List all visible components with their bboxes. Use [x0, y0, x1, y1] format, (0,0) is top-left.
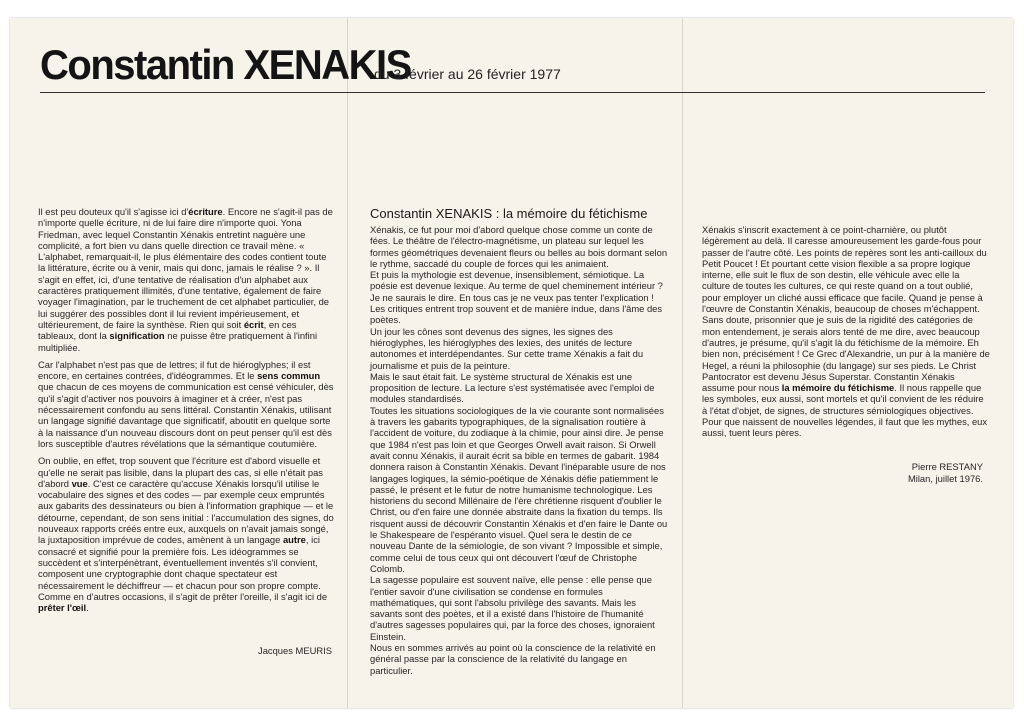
- paragraph: Car l'alphabet n'est pas que de lettres; il fut de hiéroglyphes; il est encore, en certaines contrées, d'idéogrammes. Et le sens commun que chacun de ces moyens de communication est censé véhiculer, dès qu'il s'agit d'activer nos pouvoirs à imaginer et à créer, n'est pas nécessairement confondu au sens littéral. Constantin Xénakis, utilisant un langage signifié davantage que significatif, aboutit en quelque sorte à la naissance d'un nouveau discours dont on peut penser qu'il est dès lors susceptible d'autres révélations que la sémantique coutumière.: [38, 358, 334, 449]
- paragraph: Mais le saut était fait. Le système structural de Xénakis est une proposition de lecture. La lecture s'est systématisée avec l'emploi de modules standardisés.: [370, 370, 655, 405]
- signature-meuris: Jacques MEURIS: [258, 645, 332, 656]
- paragraph: Nous en sommes arrivés au point où la conscience de la relativité en général passe par la conscience de la relativité du langage en particulier.: [370, 641, 656, 676]
- article-title: Constantin XENAKIS : la mémoire du fétichisme: [370, 206, 648, 221]
- paragraph: Il est peu douteux qu'il s'agisse ici d'écriture. Encore ne s'agit-il pas de n'importe quelle écriture, ni de lui faire dire n'importe quoi. Yona Friedman, avec lequel Constantin Xénakis entretint naguère une complicité, a fort bien vu dans quelle direction ce travail mène. « L'alphabet, remarquait-il, le plus élémentaire des codes contient toute la littérature, écrite ou à venir, mais qui donc, jamais le réalise ? ». Il s'agit en effet, ici, d'une tentative de réalisation d'un alphabet aux caractères pratiquement illimités, d'une tentative, également de faire voyager l'imagination, par le truchement de cet alphabet particulier, de lui suggérer des possibles dont il lui revient impérieusement, et ultérieurement, de faire la synthèse. Rien qui soit écrit, en ces tableaux, dont la signification ne puisse être pratiquement à l'infini multipliée.: [38, 206, 333, 353]
- signature-name: Pierre RESTANY: [911, 461, 983, 472]
- text-column-meuris: [38, 206, 334, 619]
- paragraph: Un jour les cônes sont devenus des signes, les signes des hiéroglyphes, les hiéroglyphes des lexies, des unités de lecture autonomes et interdépendantes. Sur cette trame Xénakis a fait du journalisme et puis de la peinture.: [370, 325, 644, 371]
- signature-place-date: Milan, juillet 1976.: [907, 473, 983, 484]
- exhibition-dates: du 3 février au 26 février 1977: [374, 66, 561, 82]
- fold-line: [347, 18, 348, 708]
- paragraph: Xénakis, ce fut pour moi d'abord quelque chose comme un conte de fées. Le théâtre de l'électro-magnétisme, un plateau sur lequel les formes géométriques devenaient fleurs ou belles au bois dormant selon le rythme, saccadé du couple de forces qui les animaient.: [370, 224, 668, 269]
- catalog-sheet: [10, 18, 1013, 708]
- paragraph: Et puis la mythologie est devenue, insensiblement, sémiotique. La poésie est devenue lexique. Au terme de quel cheminement intérieur ? Je ne saurais le dire. En tous cas je ne veux pas tenter l'explication ! Les critiques entrent trop souvent et de manière indue, dans l'âme des poètes.: [370, 269, 663, 326]
- page-title: Constantin XENAKIS: [40, 42, 411, 89]
- paragraph: La sagesse populaire est souvent naïve, elle pense : elle pense que l'entier savoir d'une civilisation se condense en formules mathématiques, qui sont l'absolu privilège des savants. Mais les savants sont des poètes, et il a existé dans l'histoire de l'humanité d'autres sagesses populaires qui, par la force des choses, ignoraient Einstein.: [370, 574, 655, 642]
- signature-restany: [908, 461, 983, 485]
- paragraph: On oublie, en effet, trop souvent que l'écriture est d'abord visuelle et qu'elle ne serait pas lisible, dans la plupart des cas, si elle n'était pas d'abord vue. C'est ce caractère qu'accuse Xénakis lorsqu'il utilise le vocabulaire des signes et des codes — par exemple ceux empruntés aux gabarits des dessinateurs ou bien à l'information graphique — et le détourne, cependant, de son sens initial : l'accumulation des signes, do nouveaux rapports créés entre eux, auxquels on n'avait jamais songé, la juxtaposition imprévue de codes, amènent à un langage autre, ici consacré et signifié pour la première fois. Les idéogrammes se succèdent et s'interpénètrant, éventuellement inventés s'il convient, composent une cryptographie dont chaque spectateur est nécessairement le déchiffreur — et chacun pour son propre compte. Comme en d'autres occasions, il s'agit de prêter l'oreille, il s'agit ici de prêter l'œil.: [38, 455, 334, 614]
- paragraph: Toutes les situations sociologiques de la vie courante sont normalisées à travers les gabarits typographiques, de la signalisation routière à l'accident de voiture, du zodiaque à la chimie, pour ainsi dire. Je pense que 1984 n'est pas loin et que Georges Orwell avait raison. Si Orwell avait connu Xénakis, il aurait écrit sa bible en termes de gabarit. 1984 donnera raison à Constantin Xénakis. Devant l'inéparable usure de nos langages logiques, la sémio-poétique de Xénakis défie patiemment le passé, le présent et le futur de notre humanisme technologique. Les historiens du second Millénaire de l'ère chrétienne risquent d'oublier le Christ, ou d'en faire une donnée abstraite dans la fixation du temps. Ils risquent aussi de découvrir Constantin Xénakis et d'en faire le Dante ou le Shakespeare de l'espéranto visuel. Quel sera le destin de ce nouveau Dante de la sémiologie, de son vivant ? Impossible et simple, comme celui de tous ceux qui ont découvert l'œuf de Christophe Colomb.: [370, 404, 668, 574]
- fold-line: [682, 18, 683, 708]
- paragraph: Xénakis s'inscrit exactement à ce point-charnière, ou plutôt légèrement au delà. Il caresse amoureusement les garde-fous pour passer de l'autre côté. Les points de repères sont les anti-cailloux du Petit Poucet ! Et pourtant cette vision flexible a sa propre logique interne, elle suit le flux de son destin, elle véhicule avec elle la culture de toutes les cultures, ce qui reste quand on a tout oublié, pour employer un cliché aussi efficace que facile. Quand je pense à l'œuvre de Constantin Xénakis, beaucoup de choses m'échappent. Sans doute, prisonnier que je suis de la rigidité des catégories de mon entendement, je serais alors tenté de me dire, avec beaucoup d'autres, je présume, qu'il s'agit là du fétichisme de la mémoire. Eh bien non, précisément ! Ce Grec d'Alexandrie, un pur à la manière de Hegel, a réuni la philosophie (du langage) sur ses pieds. Le Christ Pantocrator est devenu Jésus Superstar. Constantin Xénakis assume pour nous la mémoire du fétichisme. Il nous rappelle que les symboles, eux aussi, sont mortels et qu'il convient de les réduire à l'état d'objet, de signes, de structures sémiologiques objectives. Pour que naissent de nouvelles légendes, il faut que les mythes, eux aussi, tuent leurs pères.: [702, 224, 990, 439]
- text-column-restany-1: [370, 224, 670, 676]
- text-column-restany-2: [702, 224, 990, 445]
- header-rule: [40, 92, 985, 93]
